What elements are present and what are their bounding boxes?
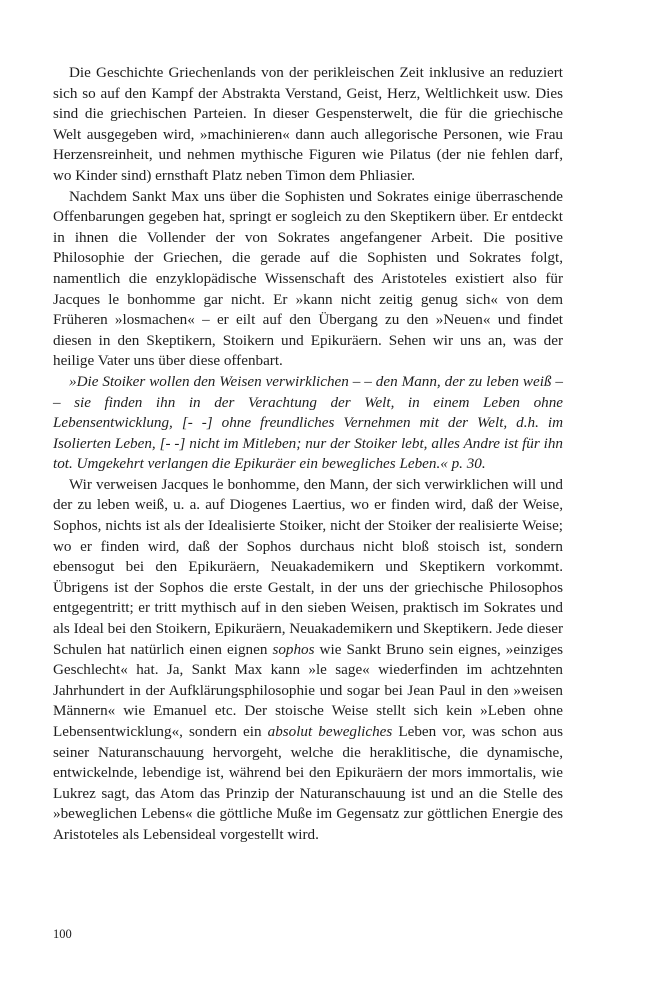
paragraph-emphasis-absolut: absolut bewegliches [267, 723, 393, 740]
stoic-quotation-text: »Die Stoiker wollen den Weisen verwirklichen – – den Mann, der zu leben weiß – – sie finden ihn in der Verachtung der Welt, in einem Leben ohne Lebensentwicklung, [- -] ohne freundliches Vernehmen mit der Welt, d.h. im Isolierten Leben, [- -] nicht im Mitleben; nur der Stoiker lebt, alles Andre ist für ihn tot. Umgekehrt verlangen die Epikuräer ein bewegliches Leben.« p. 30. [53, 372, 563, 473]
paragraph-text-segment: Wir verweisen Jacques le bonhomme, den Mann, der sich verwirklichen will und der zu leben weiß, u. a. auf Diogenes Laertius, wo er finden wird, daß der Weise, Sophos, nichts ist als der Idealisierte Stoiker, nicht der Stoiker der realisierte Weise; wo er finden wird, daß der Sophos durchaus nicht bloß stoisch ist, sondern ebensogut bei den Epikuräern, Neuakademikern und Skeptikern vorkommt. Übrigens ist der Sophos die erste Gestalt, in der uns der griechische Philosophos entgegentritt; er tritt mythisch auf in den sieben Weisen, praktisch im Sokrates und als Ideal bei den Stoikern, Epikuräern, Neuakademikern und Skeptikern. Jede dieser Schulen hat natürlich einen eignen [53, 475, 563, 658]
paragraph-emphasis-sophos: sophos [272, 640, 315, 658]
paragraph-diogenes-laertius [53, 475, 563, 846]
page-number: 100 [53, 927, 72, 941]
paragraph-text-segment: wie Sankt Bruno sein eignes, »einziges Geschlecht« hat. Ja, Sankt Max kann »le sage« wiederfinden im achtzehnten Jahrhundert in der Aufklärungsphilosophie und sogar bei Jean Paul in den »weisen Männern« wie Emanuel etc. Der stoische Weise stellt sich kein »Leben ohne Lebensentwicklung«, sondern ein [53, 640, 563, 740]
paragraph-text-segment: Leben vor, was schon aus seiner Naturanschauung hervorgeht, welche die heraklitische, die dynamische, entwickelnde, lebendige ist, während bei den Epikuräern der mors immortalis, wie Lukrez sagt, das Atom das Prinzip der Naturanschauung ist und an die Stelle des »beweglichen Lebens« die göttliche Muße im Gegensatz zur göttlichen Energie des Aristoteles als Lebensideal vorgestellt wird. [53, 723, 563, 843]
paragraph-greek-history: Die Geschichte Griechenlands von der perikleischen Zeit inklusive an reduziert sich so auf den Kampf der Abstrakta Verstand, Geist, Herz, Weltlichkeit usw. Dies sind die griechischen Parteien. In dieser Gespensterwelt, die für die griechische Welt ausgegeben wird, »machinieren« dann auch allegorische Personen, wie Frau Herzensreinheit, und nehmen mythische Figuren wie Pilatus (der nie fehlen darf, wo Kinder sind) ernsthaft Platz neben Timon dem Phliasier. [53, 64, 563, 184]
paragraph-sophists-skeptics: Nachdem Sankt Max uns über die Sophisten und Sokrates einige überraschende Offenbarungen gegeben hat, springt er sogleich zu den Skeptikern über. Er entdeckt in ihnen die Vollender der von Sokrates angefangener Arbeit. Die positive Philosophie der Griechen, die gerade auf die Sophisten und Sokrates folgt, namentlich die enzyklopädische Wissenschaft des Aristoteles existiert also für Jacques le bonhomme gar nicht. Er »kann nicht zeitig genug sich« von dem Früheren »losmachen« – er eilt auf den Übergang zu den »Neuen« und findet diesen in den Skeptikern, Stoikern und Epikuräern. Sehen wir uns an, was der heilige Vater uns über diese offenbart. [53, 187, 563, 370]
page-body [53, 63, 563, 846]
paragraph-stoic-quotation [53, 372, 563, 475]
